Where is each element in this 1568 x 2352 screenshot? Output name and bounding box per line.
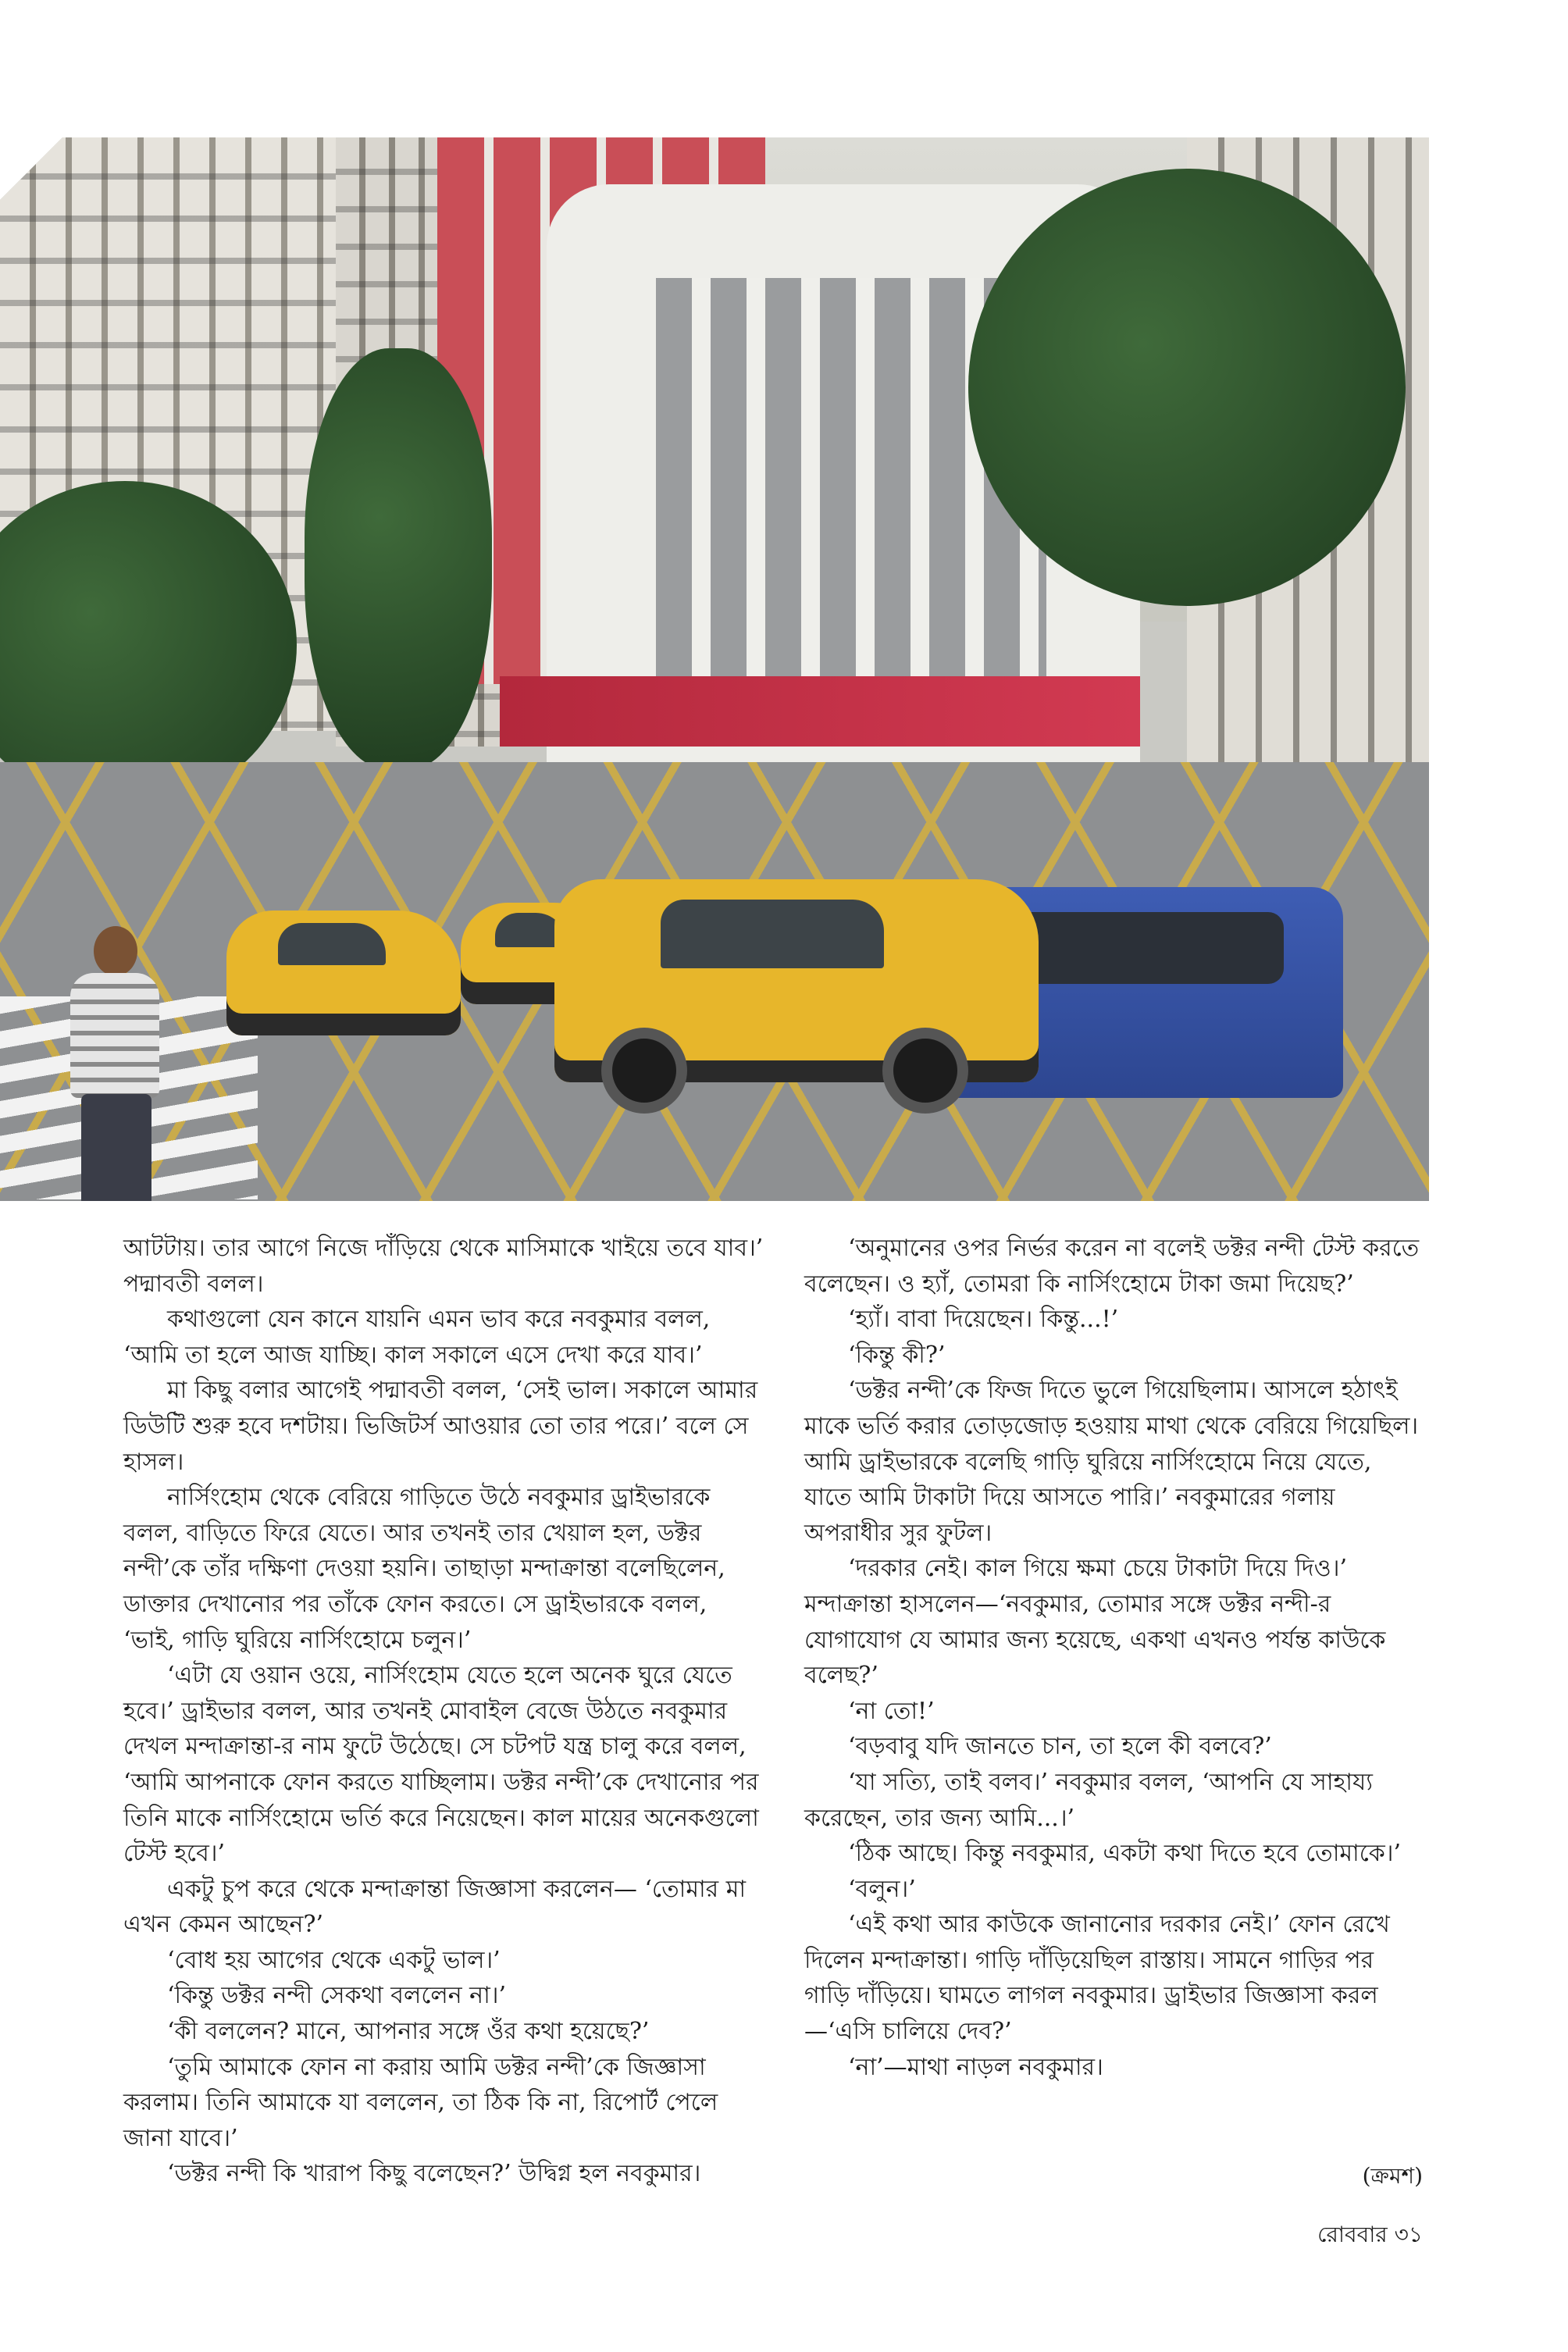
paragraph: ‘ডক্টর নন্দী’কে ফিজ দিতে ভুলে গিয়েছিলাম। আসলে হঠাৎই মাকে ভর্তি করার তোড়জোড় হওয়ায় মাথা থেকে বেরিয়ে গিয়েছিল। আমি ড্রাইভারকে বলেছি গাড়ি ঘুরিয়ে নার্সিংহোমে নিয়ে যেতে, যাতে আমি টাকাটা দিয়ে আসতে পারি।’ নবকুমারের গলায় অপরাধীর সুর ফুটল। [804,1377,1419,1547]
photo-pedestrian-legs [81,1094,151,1201]
photo-taxi-wheel [882,1028,968,1114]
photo-shop-sign [500,676,1140,747]
paragraph: ‘তুমি আমাকে ফোন না করায় আমি ডক্টর নন্দী’কে জিজ্ঞাসা করলাম। তিনি আমাকে যা বললেন, তা ঠিক কি না, রিপোর্ট পেলে জানা যাবে।’ [123,2053,718,2152]
paragraph: ‘না তো!’ [848,1697,935,1725]
paragraph: মা কিছু বলার আগেই পদ্মাবতী বলল, ‘সেই ভাল। সকালে আমার ডিউটি শুরু হবে দশটায়। ভিজিটর্স আওয়ার তো তার পরে।’ বলে সে হাসল। [123,1377,758,1476]
paragraph: ‘দরকার নেই। কাল গিয়ে ক্ষমা চেয়ে টাকাটা দিয়ে দিও।’ মন্দাক্রান্তা হাসলেন—‘নবকুমার, তোমার সঙ্গে ডক্টর নন্দী-র যোগাযোগ যে আমার জন্য হয়েছে, একথা এখনও পর্যন্ত কাউকে বলেছ?’ [804,1555,1386,1690]
paragraph: কথাগুলো যেন কানে যায়নি এমন ভাব করে নবকুমার বলল, ‘আমি তা হলে আজ যাচ্ছি। কাল সকালে এসে দেখা করে যাব।’ [123,1306,711,1369]
paragraph: ‘ঠিক আছে। কিন্তু নবকুমার, একটা কথা দিতে হবে তোমাকে।’ [848,1840,1402,1868]
paragraph: ‘বড়বাবু যদি জানতে চান, তা হলে কী বলবে?’ [848,1733,1272,1761]
photo-tree-right [968,169,1406,606]
photo-pedestrian-torso [70,973,159,1098]
photo-taxi-wheel [601,1028,687,1114]
page-footer: রোববার ৩১ [1317,2222,1423,2247]
paragraph: ‘যা সত্যি, তাই বলব।’ নবকুমার বলল, ‘আপনি যে সাহায্য করেছেন, তার জন্য আমি...।’ [804,1768,1373,1832]
photo-pedestrian [62,926,164,1201]
photo-taxi-front [554,879,1039,1082]
paragraph: নার্সিংহোম থেকে বেরিয়ে গাড়িতে উঠে নবকুমার ড্রাইভারকে বলল, বাড়িতে ফিরে যেতে। আর তখনই তার খেয়াল হল, ডক্টর নন্দী’কে তাঁর দক্ষিণা দেওয়া হয়নি। তাছাড়া মন্দাক্রান্তা বলেছিলেন, ডাক্তার দেখানোর পর তাঁকে ফোন করতে। সে ড্রাইভারকে বলল, ‘ভাই, গাড়ি ঘুরিয়ে নার্সিংহোমে চলুন।’ [123,1484,725,1654]
photo-taxi-far [226,911,461,1035]
paragraph: ‘বলুন।’ [848,1875,916,1903]
street-photo [0,137,1429,1201]
photo-pedestrian-head [94,926,137,976]
paragraph: ‘এটা যে ওয়ান ওয়ে, নার্সিংহোম যেতে হলে অনেক ঘুরে যেতে হবে।’ ড্রাইভার বলল, আর তখনই মোবাইল বেজে উঠতে নবকুমার দেখল মন্দাক্রান্তা-র নাম ফুটে উঠেছে। সে চটপট যন্ত্র চালু করে বলল, ‘আমি আপনাকে ফোন করতে যাচ্ছিলাম। ডক্টর নন্দী’কে দেখানোর পর তিনি মাকে নার্সিংহোমে ভর্তি করে নিয়েছেন। কাল মায়ের অনেকগুলো টেস্ট হবে।’ [123,1662,759,1868]
paragraph: ‘বোধ হয় আগের থেকে একটু ভাল।’ [167,1946,501,1974]
text-column-left [123,1231,764,2192]
paragraph: ‘কিন্তু কী?’ [848,1341,946,1369]
paragraph: ‘না’—মাথা নাড়ল নবকুমার। [848,2053,1103,2081]
text-column-right [804,1231,1421,2085]
paragraph: আটটায়। তার আগে নিজে দাঁড়িয়ে থেকে মাসিমাকে খাইয়ে তবে যাব।’ পদ্মাবতী বলল। [123,1235,764,1298]
photo-tree-middle [305,348,492,770]
paragraph: ‘কিন্তু ডক্টর নন্দী সেকথা বললেন না।’ [167,1982,507,2010]
continued-label: (ক্রমশ) [1362,2163,1423,2189]
paragraph: ‘কী বললেন? মানে, আপনার সঙ্গে ওঁর কথা হয়েছে?’ [167,2018,650,2046]
paragraph: একটু চুপ করে থেকে মন্দাক্রান্তা জিজ্ঞাসা করলেন— ‘তোমার মা এখন কেমন আছেন?’ [123,1875,747,1939]
paragraph: ‘হ্যাঁ। বাবা দিয়েছেন। কিন্তু...!’ [848,1306,1119,1334]
paragraph: ‘অনুমানের ওপর নির্ভর করেন না বলেই ডক্টর নন্দী টেস্ট করতে বলেছেন। ও হ্যাঁ, তোমরা কি নার্সিংহোমে টাকা জমা দিয়েছ?’ [804,1235,1420,1298]
paragraph: ‘ডক্টর নন্দী কি খারাপ কিছু বলেছেন?’ উদ্বিগ্ন হল নবকুমার। [167,2160,701,2188]
paragraph: ‘এই কথা আর কাউকে জানানোর দরকার নেই।’ ফোন রেখে দিলেন মন্দাক্রান্তা। গাড়ি দাঁড়িয়েছিল রাস্তায়। সামনে গাড়ির পর গাড়ি দাঁড়িয়ে। ঘামতে লাগল নবকুমার। ড্রাইভার জিজ্ঞাসা করল—‘এসি চালিয়ে দেব?’ [804,1911,1390,2046]
